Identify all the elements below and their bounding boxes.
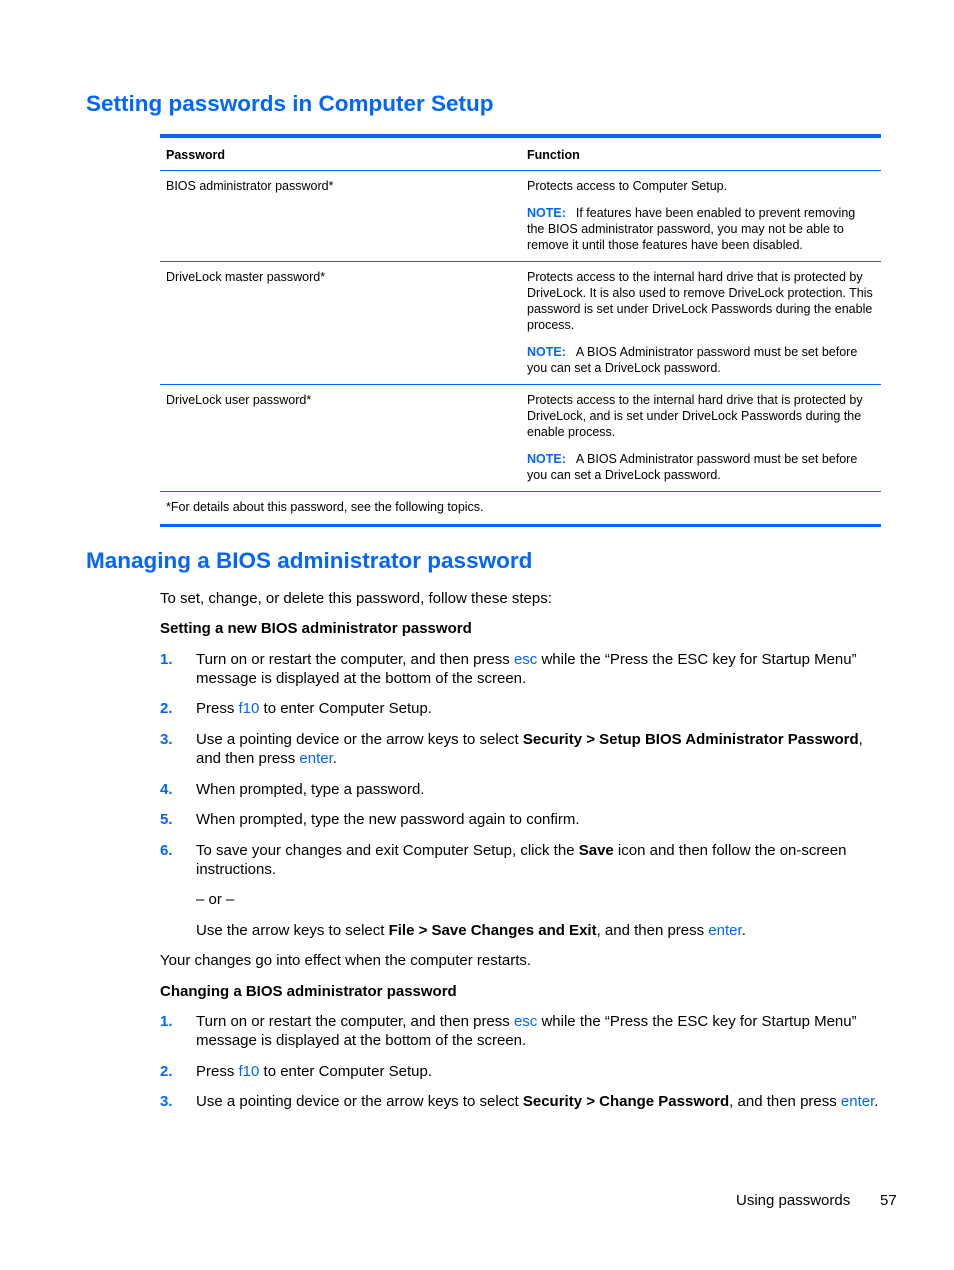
- step-text: Press: [196, 700, 239, 717]
- list-item: [160, 699, 882, 718]
- save-label: Save: [578, 842, 614, 859]
- step-number: 6.: [160, 842, 173, 859]
- step-number: 3.: [160, 1093, 173, 1110]
- password-name: BIOS administrator password*: [160, 171, 521, 262]
- step-text: , and then press: [729, 1093, 841, 1110]
- note: [527, 205, 875, 253]
- intro-text: To set, change, or delete this password, follow these steps:: [160, 590, 552, 607]
- note: [527, 451, 875, 483]
- step-text: while the “Press the ESC key for Startup Menu” message is displayed at the bottom of the screen.: [196, 1013, 857, 1049]
- section-body: [160, 589, 882, 1111]
- note-label: NOTE:: [527, 345, 566, 359]
- table-row: [160, 262, 881, 385]
- step-text: Press: [196, 1063, 239, 1080]
- step-text: Turn on or restart the computer, and then press: [196, 1013, 514, 1030]
- after-text: Your changes go into effect when the computer restarts.: [160, 952, 532, 969]
- section-title-setting-passwords: Setting passwords in Computer Setup: [86, 91, 494, 116]
- step-number: 5.: [160, 811, 173, 828]
- note-text: If features have been enabled to prevent removing the BIOS administrator password, you may not be able to remove it until those features have been disabled.: [527, 206, 856, 252]
- menu-path: Security > Setup BIOS Administrator Password: [522, 731, 859, 748]
- or-separator: – or –: [196, 891, 235, 908]
- step-text: icon and then follow the on-screen instructions.: [196, 842, 847, 878]
- key-enter: enter: [708, 922, 742, 939]
- step-text: .: [741, 922, 746, 939]
- subheading-setting-password: Setting a new BIOS administrator password: [160, 620, 472, 637]
- step-text: to enter Computer Setup.: [259, 700, 432, 717]
- list-item: [160, 650, 882, 688]
- step-text: Use a pointing device or the arrow keys to select: [196, 1093, 523, 1110]
- step-text: while the “Press the ESC key for Startup Menu” message is displayed at the bottom of the screen.: [196, 651, 857, 687]
- page-number: 57: [880, 1192, 897, 1209]
- column-header-function: Function: [521, 136, 881, 171]
- note-text: A BIOS Administrator password must be set before you can set a DriveLock password.: [527, 345, 858, 375]
- note-text: A BIOS Administrator password must be set before you can set a DriveLock password.: [527, 452, 858, 482]
- password-function: [521, 171, 881, 262]
- list-item: [160, 1012, 882, 1050]
- password-function: [521, 262, 881, 385]
- step-number: 1.: [160, 1013, 173, 1030]
- list-item: [160, 1092, 882, 1111]
- key-enter: enter: [299, 750, 333, 767]
- note: [527, 344, 875, 376]
- table-footnote-row: [160, 492, 881, 526]
- step-text: Turn on or restart the computer, and then press: [196, 651, 514, 668]
- table-footnote: *For details about this password, see the following topics.: [166, 500, 484, 514]
- note-label: NOTE:: [527, 206, 566, 220]
- list-item: [160, 730, 882, 768]
- changing-steps-list: [160, 1012, 882, 1111]
- list-item: [160, 1062, 882, 1081]
- step-number: 2.: [160, 700, 173, 717]
- password-function: [521, 385, 881, 492]
- step-text: When prompted, type the new password again to confirm.: [196, 811, 580, 828]
- step-text: to enter Computer Setup.: [259, 1063, 432, 1080]
- key-esc: esc: [513, 1013, 538, 1030]
- step-number: 2.: [160, 1063, 173, 1080]
- list-item: [160, 841, 882, 940]
- table-row: [160, 385, 881, 492]
- password-name: DriveLock master password*: [160, 262, 521, 385]
- key-f10: f10: [238, 1063, 260, 1080]
- table-header-row: [160, 136, 881, 171]
- step-number: 4.: [160, 781, 173, 798]
- password-table: [160, 134, 881, 527]
- setting-steps-list: [160, 650, 882, 940]
- step-text: Use the arrow keys to select: [196, 922, 389, 939]
- step-text: To save your changes and exit Computer Setup, click the: [196, 842, 579, 859]
- table-row: [160, 171, 881, 262]
- menu-path: Security > Change Password: [522, 1093, 730, 1110]
- function-text: Protects access to the internal hard drive that is protected by DriveLock. It is also used to remove DriveLock protection. This password is set under DriveLock Passwords during the enable process.: [527, 270, 873, 332]
- step-text: Use a pointing device or the arrow keys to select: [196, 731, 523, 748]
- list-item: [160, 810, 882, 829]
- function-text: Protects access to Computer Setup.: [527, 179, 728, 193]
- footer-chapter-title: Using passwords: [736, 1192, 851, 1209]
- step-text: .: [874, 1093, 879, 1110]
- key-enter: enter: [840, 1093, 875, 1110]
- function-text: Protects access to the internal hard drive that is protected by DriveLock, and is set under DriveLock Passwords during the enable process.: [527, 393, 863, 439]
- password-name: DriveLock user password*: [160, 385, 521, 492]
- list-item: [160, 780, 882, 799]
- key-f10: f10: [238, 700, 260, 717]
- step-number: 3.: [160, 731, 173, 748]
- step-text: When prompted, type a password.: [196, 781, 425, 798]
- alternative-instruction: [196, 921, 882, 940]
- key-esc: esc: [513, 651, 538, 668]
- step-text: , and then press: [196, 731, 863, 767]
- subheading-changing-password: Changing a BIOS administrator password: [160, 983, 457, 1000]
- step-text: , and then press: [596, 922, 709, 939]
- menu-path: File > Save Changes and Exit: [388, 922, 597, 939]
- section-title-managing-bios-password: Managing a BIOS administrator password: [86, 548, 533, 573]
- step-number: 1.: [160, 651, 173, 668]
- note-label: NOTE:: [527, 452, 566, 466]
- column-header-password: Password: [160, 136, 521, 171]
- step-text: .: [332, 750, 337, 767]
